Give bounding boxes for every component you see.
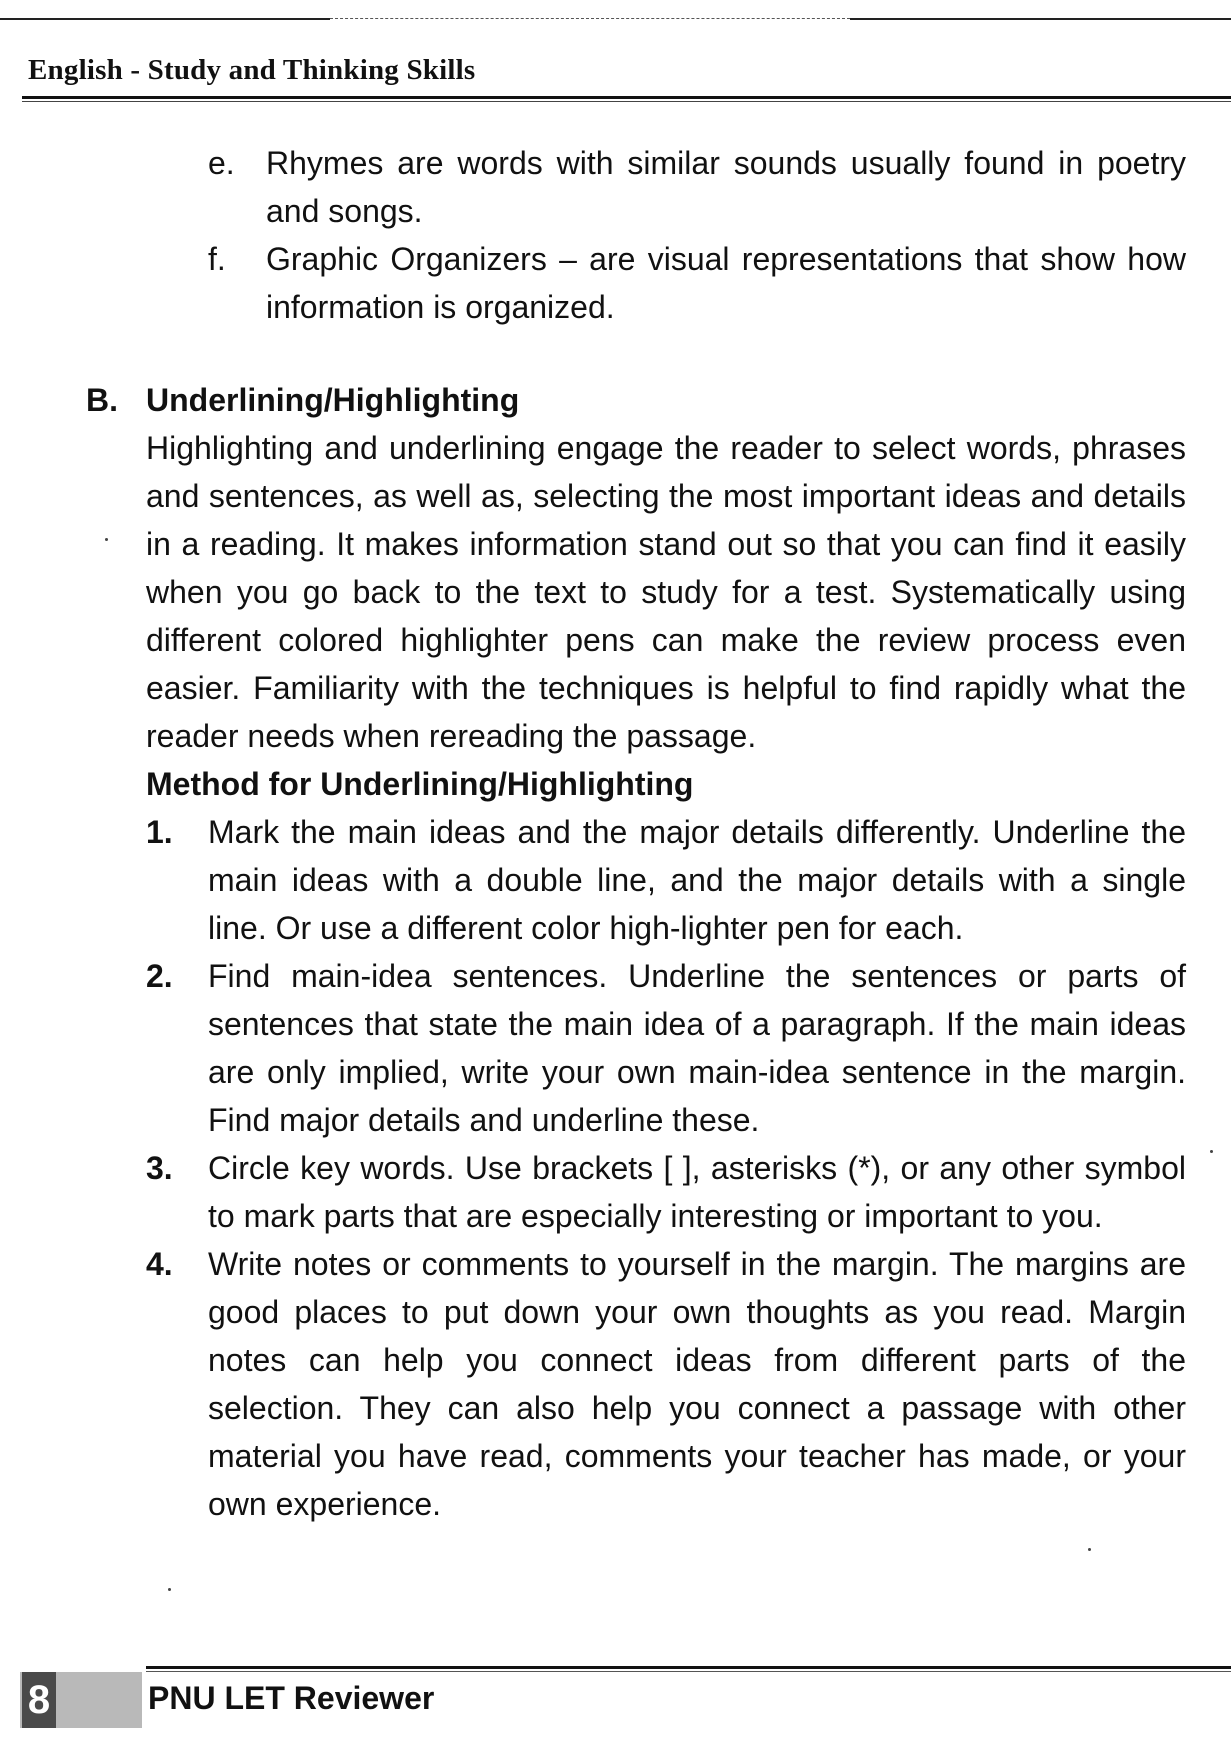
method-step-4 bbox=[146, 1240, 1186, 1528]
step-text: Circle key words. Use brackets [ ], asterisks (*), or any other symbol to mark parts that are especially interesting or important to you. bbox=[208, 1150, 1186, 1234]
footer-rule bbox=[146, 1666, 1231, 1669]
step-text: Find main-idea sentences. Underline the sentences or parts of sentences that state the main idea of a paragraph. If the main ideas are only implied, write your own main-idea sentence in the margin. Find major details and underline these. bbox=[208, 958, 1186, 1138]
step-text: Mark the main ideas and the major details differently. Underline the main ideas with a double line, and the major details with a single line. Or use a different color high-lighter pen for each. bbox=[208, 814, 1186, 946]
list-text: Rhymes are words with similar sounds usually found in poetry and songs. bbox=[266, 145, 1186, 229]
header-title: English - Study and Thinking Skills bbox=[28, 54, 476, 86]
section-paragraph: Highlighting and underlining engage the reader to select words, phrases and sentences, as well as, selecting the most important ideas and details in a reading. It makes information stand out so that you can find it easily when you go back to the text to study for a test. Systematically using different colored highlighter pens can make the review process even easier. Familiarity with the techniques is helpful to find rapidly what the reader needs when rereading the passage. bbox=[146, 430, 1186, 754]
list-item-e bbox=[208, 139, 1186, 235]
method-heading: Method for Underlining/Highlighting bbox=[146, 766, 694, 802]
footer-rule-thin bbox=[146, 1671, 1231, 1672]
header-rule-thin bbox=[22, 101, 1231, 102]
list-marker: e. bbox=[208, 145, 235, 181]
scan-speck bbox=[168, 1588, 171, 1591]
step-number: 4. bbox=[146, 1246, 173, 1282]
section-title: Underlining/Highlighting bbox=[146, 382, 520, 418]
method-step-2 bbox=[146, 952, 1186, 1144]
step-number: 3. bbox=[146, 1150, 173, 1186]
step-number: 2. bbox=[146, 958, 173, 994]
list-item-f bbox=[208, 235, 1186, 331]
step-number: 1. bbox=[146, 814, 173, 850]
section-heading bbox=[86, 376, 519, 424]
scan-speck bbox=[1210, 1150, 1213, 1153]
section-marker: B. bbox=[86, 382, 118, 418]
scan-speck bbox=[105, 538, 108, 541]
step-text: Write notes or comments to yourself in the margin. The margins are good places to put down your own thoughts as you read. Margin notes can help you connect ideas from different parts of the selection. They can also help you connect a passage with other material you have read, comments your teacher has made, or your own experience. bbox=[208, 1246, 1186, 1522]
list-marker: f. bbox=[208, 241, 226, 277]
list-text: Graphic Organizers – are visual representations that show how information is organized. bbox=[266, 241, 1186, 325]
scan-speck bbox=[1088, 1548, 1091, 1551]
top-rule-dashed bbox=[330, 18, 850, 19]
page-number: 8 bbox=[22, 1672, 56, 1728]
method-step-1 bbox=[146, 808, 1186, 952]
method-step-3 bbox=[146, 1144, 1186, 1240]
footer-title: PNU LET Reviewer bbox=[148, 1680, 435, 1716]
header-rule bbox=[22, 96, 1231, 99]
